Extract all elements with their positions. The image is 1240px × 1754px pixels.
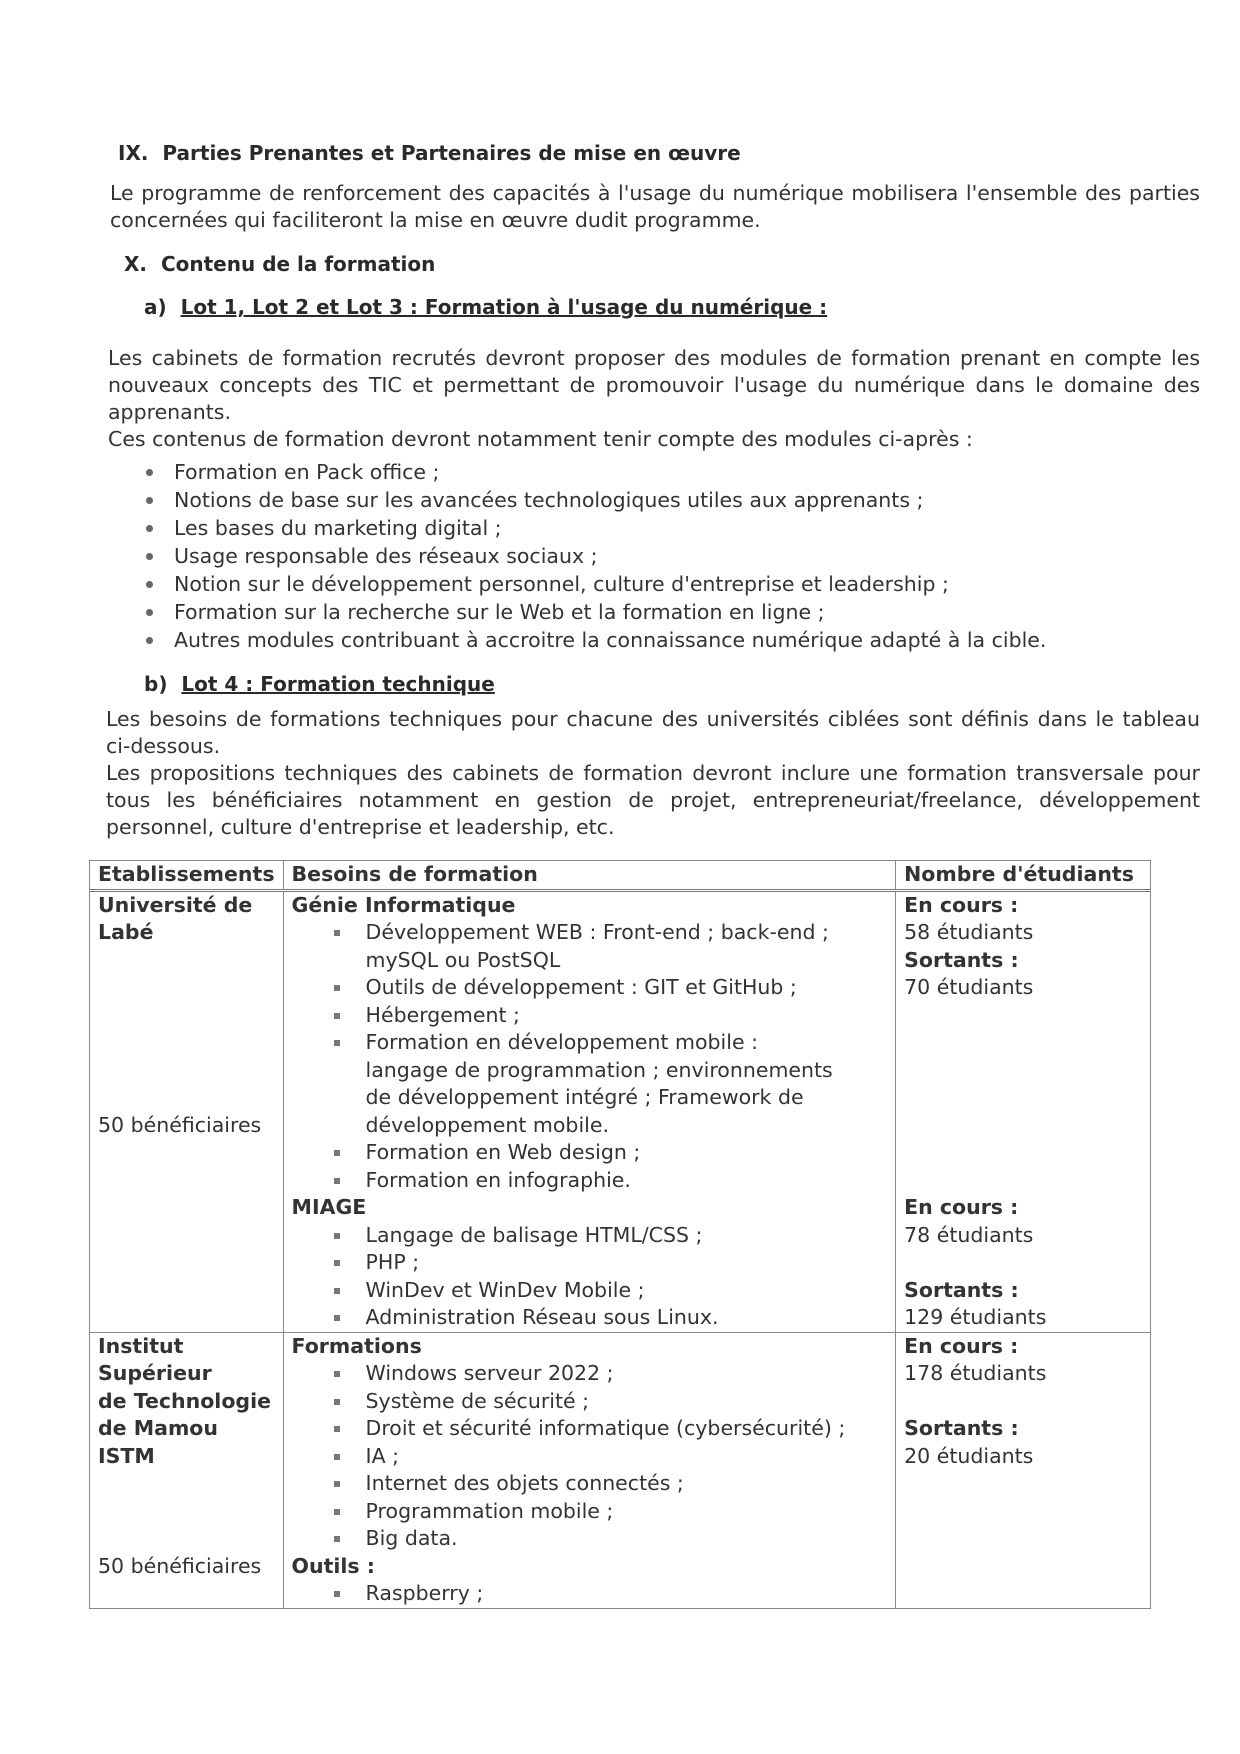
list-item: Formation sur la recherche sur le Web et la formation en ligne ;	[138, 598, 1198, 626]
beneficiaries-count: 50 bénéficiaires	[98, 1112, 262, 1137]
square-bullet-icon	[334, 1371, 340, 1377]
en-cours-value: 58 étudiants	[904, 920, 1034, 944]
square-bullet-icon	[334, 1399, 340, 1405]
square-bullet-icon	[334, 1426, 340, 1432]
sortants-label: Sortants :	[904, 1277, 1019, 1302]
en-cours-label: En cours :	[904, 1333, 1019, 1358]
section-9-heading	[118, 141, 741, 165]
program-title: MIAGE	[291, 1195, 367, 1219]
lot-b-title: Lot 4 : Formation technique	[181, 672, 495, 696]
sortants-value: 70 étudiants	[904, 975, 1034, 999]
square-bullet-icon	[334, 985, 340, 991]
section-9-paragraph: Le programme de renforcement des capacités à l'usage du numérique mobilisera l'ensemble des parties concernées qui faciliteront la mise en œuvre dudit programme.	[110, 181, 1200, 232]
list-item: Administration Réseau sous Linux.	[292, 1304, 888, 1332]
list-item: PHP ;	[292, 1249, 888, 1277]
sortants-value: 20 étudiants	[904, 1443, 1034, 1468]
lot-a-module-list	[138, 458, 1198, 654]
list-item: langage de programmation ; environnements	[365, 1057, 833, 1082]
establishment-name: de Mamou	[98, 1416, 218, 1440]
list-item: Windows serveur 2022 ;	[292, 1360, 888, 1388]
list-item: Notions de base sur les avancées technologiques utiles aux apprenants ;	[138, 486, 1198, 514]
square-bullet-icon	[334, 1288, 340, 1294]
section-10-title: Contenu de la formation	[160, 252, 436, 276]
en-cours-value: 178 étudiants	[904, 1361, 1047, 1385]
bullet-icon	[146, 609, 153, 616]
establishment-name: Labé	[98, 920, 154, 944]
beneficiaries-count: 50 bénéficiaires	[98, 1553, 262, 1578]
header-student-count: Nombre d'étudiants	[896, 861, 1151, 891]
square-bullet-icon	[334, 1150, 340, 1156]
lot-a-label: a)	[144, 295, 167, 319]
list-item: Outils de développement : GIT et GitHub ;	[292, 974, 888, 1002]
table-row	[90, 890, 1151, 1332]
en-cours-label: En cours :	[904, 892, 1019, 917]
training-needs-table	[89, 860, 1151, 1609]
square-bullet-icon	[334, 930, 340, 936]
lot-a-paragraph-2: Ces contenus de formation devront notamment tenir compte des modules ci-après :	[108, 427, 973, 451]
lot-b-label: b)	[144, 672, 168, 696]
list-item: WinDev et WinDev Mobile ;	[292, 1277, 888, 1305]
lot-a-paragraph-1: Les cabinets de formation recrutés devront proposer des modules de formation prenant en compte les nouveaux concepts des TIC et permettant de promouvoir l'usage du numérique dans le domaine des apprenants.	[108, 346, 1200, 424]
list-item: Hébergement ;	[292, 1002, 888, 1030]
square-bullet-icon	[334, 1013, 340, 1019]
list-item: Notion sur le développement personnel, culture d'entreprise et leadership ;	[138, 570, 1198, 598]
list-item: Formation en Web design ;	[292, 1139, 888, 1167]
program-title: Formations	[291, 1333, 422, 1358]
lot-b-heading	[144, 672, 495, 696]
establishment-name: Institut Supérieur	[98, 1333, 212, 1385]
en-cours-value: 78 étudiants	[904, 1222, 1034, 1247]
list-item: Droit et sécurité informatique (cybersécurité) ;	[292, 1415, 888, 1443]
section-10-heading	[124, 252, 435, 276]
student-count-cell	[896, 1332, 1151, 1608]
bullet-icon	[146, 497, 153, 504]
section-9-number: IX.	[118, 141, 149, 165]
list-item: Système de sécurité ;	[292, 1388, 888, 1416]
list-item: Développement WEB : Front-end ; back-end ;	[292, 919, 888, 947]
sortants-label: Sortants :	[904, 947, 1019, 972]
list-item: IA ;	[292, 1443, 888, 1471]
establishment-name: Université de	[98, 892, 253, 917]
establishment-cell	[90, 890, 284, 1332]
program-title: Génie Informatique	[291, 892, 516, 917]
list-item: de développement intégré ; Framework de	[365, 1085, 804, 1109]
bullet-icon	[146, 637, 153, 644]
square-bullet-icon	[334, 1481, 340, 1487]
square-bullet-icon	[334, 1315, 340, 1321]
lot-a-heading	[144, 295, 827, 319]
square-bullet-icon	[334, 1536, 340, 1542]
bullet-icon	[146, 469, 153, 476]
list-item: mySQL ou PostSQL	[365, 947, 561, 972]
sortants-value: 129 étudiants	[904, 1305, 1047, 1329]
list-item: Internet des objets connectés ;	[292, 1470, 888, 1498]
list-item: développement mobile.	[365, 1112, 609, 1137]
bullet-icon	[146, 525, 153, 532]
list-item: Usage responsable des réseaux sociaux ;	[138, 542, 1198, 570]
square-bullet-icon	[334, 1260, 340, 1266]
square-bullet-icon	[334, 1233, 340, 1239]
list-item: Les bases du marketing digital ;	[138, 514, 1198, 542]
square-bullet-icon	[334, 1040, 340, 1046]
list-item: Formation en développement mobile :	[292, 1029, 888, 1057]
program-title: Outils :	[291, 1553, 375, 1578]
student-count-cell	[896, 890, 1151, 1332]
square-bullet-icon	[334, 1509, 340, 1515]
list-item: Formation en infographie.	[292, 1167, 888, 1195]
bullet-icon	[146, 581, 153, 588]
header-establishments: Etablissements	[90, 861, 284, 891]
lot-b-paragraph-2: Les propositions techniques des cabinets de formation devront inclure une formation transversale pour tous les bénéficiaires notamment en gestion de projet, entrepreneuriat/freelance, développement personnel, culture d'entreprise et leadership, etc.	[106, 761, 1200, 839]
lot-a-title: Lot 1, Lot 2 et Lot 3 : Formation à l'usage du numérique :	[180, 295, 828, 319]
header-training-needs: Besoins de formation	[283, 861, 896, 891]
list-item: Big data.	[292, 1525, 888, 1553]
establishment-cell	[90, 1332, 284, 1608]
training-needs-cell	[283, 890, 896, 1332]
training-needs-cell	[283, 1332, 896, 1608]
list-item: Autres modules contribuant à accroitre la connaissance numérique adapté à la cible.	[138, 626, 1198, 654]
list-item: Formation en Pack office ;	[138, 458, 1198, 486]
bullet-icon	[146, 553, 153, 560]
table-header-row	[90, 861, 1151, 891]
establishment-name: ISTM	[98, 1443, 155, 1468]
en-cours-label: En cours :	[904, 1195, 1019, 1219]
sortants-label: Sortants :	[904, 1416, 1019, 1440]
list-item: Programmation mobile ;	[292, 1498, 888, 1526]
square-bullet-icon	[334, 1591, 340, 1597]
list-item: Langage de balisage HTML/CSS ;	[292, 1222, 888, 1250]
list-item: Raspberry ;	[292, 1580, 888, 1608]
lot-b-paragraph-1: Les besoins de formations techniques pour chacune des universités ciblées sont définis dans le tableau ci-dessous.	[106, 707, 1200, 758]
establishment-name: de Technologie	[98, 1388, 272, 1413]
square-bullet-icon	[334, 1454, 340, 1460]
square-bullet-icon	[334, 1178, 340, 1184]
section-10-number: X.	[124, 252, 148, 276]
table-row	[90, 1332, 1151, 1608]
section-9-title: Parties Prenantes et Partenaires de mise en œuvre	[162, 141, 741, 165]
